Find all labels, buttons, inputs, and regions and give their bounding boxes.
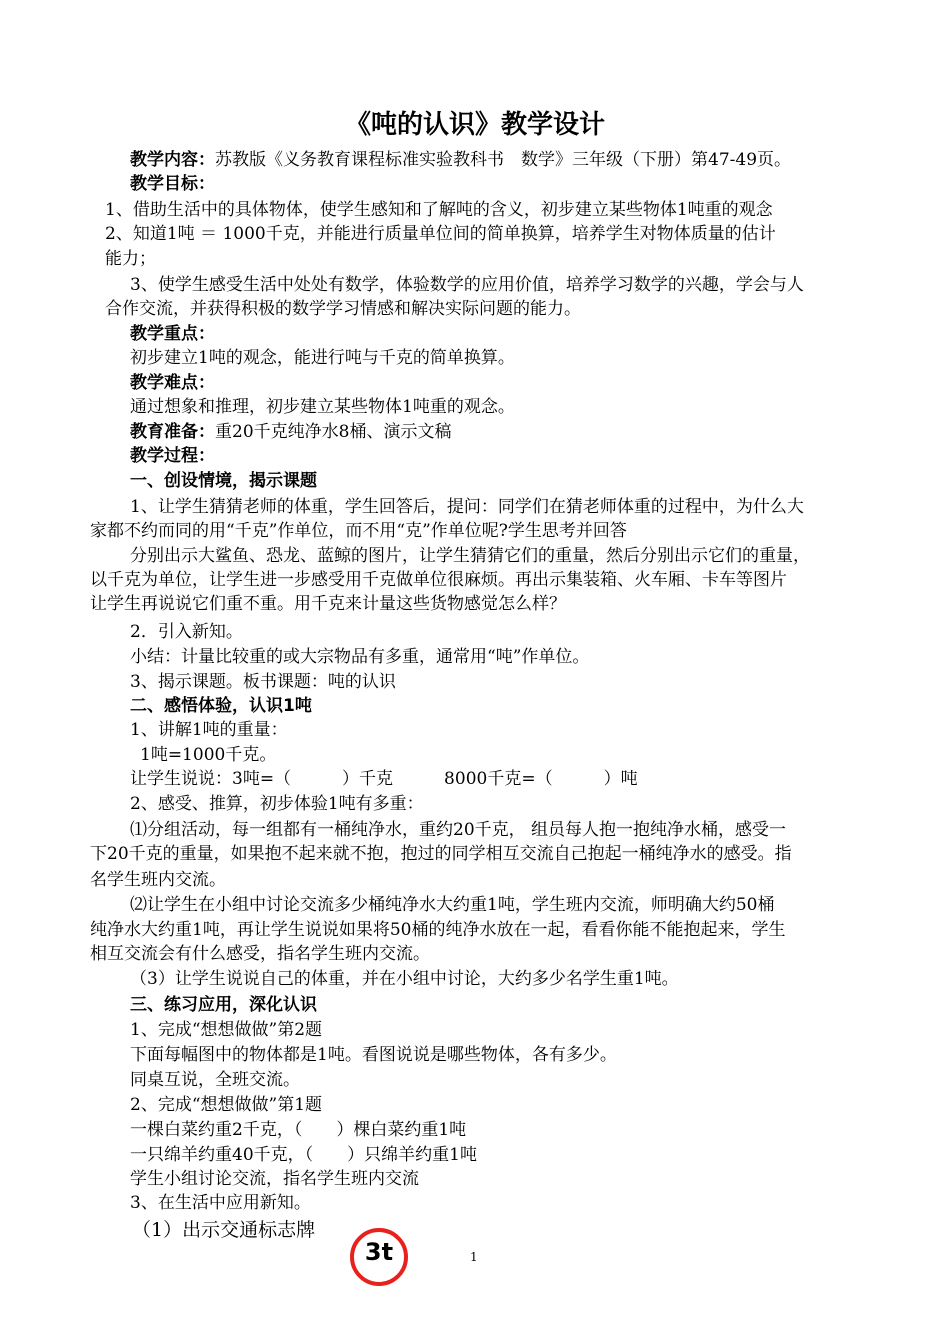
line-text: 学生小组讨论交流，指名学生班内交流 [130, 1169, 419, 1189]
line-text: 一棵白菜约重2千克，（ ）棵白菜约重1吨 [130, 1120, 467, 1140]
page-number: 1 [470, 1250, 478, 1264]
line-text: 初步建立1吨的观念，能进行吨与千克的简单换算。 [130, 348, 515, 368]
text-line [130, 1191, 311, 1215]
line-text: （1）出示交通标志牌 [132, 1219, 316, 1241]
text-line [132, 1218, 315, 1242]
text-line [130, 718, 288, 742]
line-text: 2、感受、推算，初步体验1吨有多重： [130, 794, 424, 814]
text-line [130, 1143, 477, 1167]
text-line [130, 1068, 300, 1092]
text-line [90, 868, 226, 892]
line-text: 通过想象和推理，初步建立某些物体1吨重的观念。 [130, 397, 515, 417]
text-line [140, 743, 276, 767]
line-text: 2、完成“想想做做”第1题 [130, 1095, 323, 1115]
line-text: 家都不约而同的用“千克”作单位，而不用“克”作单位呢?学生思考并回答 [90, 521, 627, 541]
text-line [130, 395, 515, 419]
line-text: 纯净水大约重1吨，再让学生说说如果将50桶的纯净水放在一起，看看你能不能抱起来，学生 [90, 920, 786, 940]
text-line [130, 420, 451, 444]
section-label: 教学难点： [130, 373, 215, 393]
text-line [130, 620, 243, 644]
section-label: 教学重点： [130, 324, 215, 344]
line-text: 让学生再说说它们重不重。用千克来计量这些货物感觉怎么样？ [90, 594, 566, 614]
line-text: 以千克为单位，让学生进一步感受用千克做单位很麻烦。再出示集装箱、火车厢、卡车等图片 [90, 570, 787, 590]
line-text: 3、在生活中应用新知。 [130, 1193, 311, 1213]
section-label: 教学目标： [130, 174, 215, 194]
text-line [90, 918, 785, 942]
text-line [130, 1043, 617, 1067]
text-line [105, 198, 773, 222]
line-text: 下20千克的重量，如果抱不起来就不抱，抱过的同学相互交流自己抱起一桶纯净水的感受。指 [90, 844, 792, 864]
text-line [130, 148, 791, 172]
text-line [130, 670, 396, 694]
text-line [130, 694, 312, 718]
line-text: 分别出示大鲨鱼、恐龙、蓝鲸的图片，让学生猜猜它们的重量，然后分别出示它们的重量， [130, 546, 810, 566]
text-line [130, 792, 424, 816]
text-line [130, 645, 589, 669]
line-text: 让学生说说：3吨=（ ）千克 8000千克=（ ）吨 [130, 769, 638, 789]
text-line [130, 1093, 322, 1117]
line-text: 1吨=1000千克。 [140, 745, 277, 765]
line-text: 一只绵羊约重40千克，（ ）只绵羊约重1吨 [130, 1145, 477, 1165]
section-label: 二、感悟体验，认识1吨 [130, 696, 312, 716]
text-line [130, 544, 810, 568]
line-text: 小结：计量比较重的或大宗物品有多重，通常用“吨”作单位。 [130, 647, 590, 667]
line-text: 重20千克纯净水8桶、演示文稿 [215, 422, 452, 442]
text-line [90, 842, 792, 866]
traffic-sign-icon [350, 1228, 408, 1286]
text-line [130, 444, 215, 468]
section-label: 一、创设情境，揭示课题 [130, 471, 317, 491]
section-label: 教育准备： [130, 422, 215, 442]
line-text: 同桌互说，全班交流。 [130, 1070, 300, 1090]
text-line [130, 993, 317, 1017]
text-line [90, 942, 430, 966]
line-text: 能力； [105, 249, 156, 269]
section-label: 三、练习应用，深化认识 [130, 995, 317, 1015]
text-line [90, 519, 627, 543]
line-text: 1、让学生猜猜老师的体重，学生回答后，提问：同学们在猜老师体重的过程中，为什么大 [130, 497, 804, 517]
text-line [130, 818, 786, 842]
text-line [130, 495, 804, 519]
text-line [130, 893, 774, 917]
line-text: 3、揭示课题。板书课题：吨的认识 [130, 672, 396, 692]
line-text: 苏教版《义务教育课程标准实验教科书 数学》三年级（下册）第47-49页。 [215, 150, 792, 170]
text-line [130, 767, 638, 791]
line-text: 名学生班内交流。 [90, 870, 226, 890]
text-line [130, 1118, 466, 1142]
text-line [130, 469, 317, 493]
text-line [130, 346, 515, 370]
line-text: ⑵让学生在小组中讨论交流多少桶纯净水大约重1吨，学生班内交流，师明确大约50桶 [130, 895, 775, 915]
text-line [130, 967, 679, 991]
text-line [130, 322, 215, 346]
line-text: 下面每幅图中的物体都是1吨。看图说说是哪些物体，各有多少。 [130, 1045, 617, 1065]
line-text: （3）让学生说说自己的体重，并在小组中讨论，大约多少名学生重1吨。 [130, 969, 679, 989]
line-text: 1、完成“想想做做”第2题 [130, 1020, 323, 1040]
line-text: 相互交流会有什么感受，指名学生班内交流。 [90, 944, 430, 964]
text-line [130, 172, 215, 196]
text-line [130, 1018, 322, 1042]
line-text: 1、借助生活中的具体物体，使学生感知和了解吨的含义，初步建立某些物体1吨重的观念 [105, 200, 773, 220]
line-text: 2．引入新知。 [130, 622, 243, 642]
line-text: 2、知道1吨 ＝ 1000千克，并能进行质量单位间的简单换算，培养学生对物体质量的估计 [105, 224, 776, 244]
section-label: 教学过程： [130, 446, 215, 466]
document-title: 《吨的认识》教学设计 [344, 110, 605, 140]
text-line [90, 592, 566, 616]
line-text: 1、讲解1吨的重量： [130, 720, 288, 740]
text-line [90, 568, 787, 592]
text-line [130, 273, 804, 297]
line-text: 3、使学生感受生活中处处有数学，体验数学的应用价值，培养学习数学的兴趣，学会与人 [130, 275, 804, 295]
line-text: ⑴分组活动，每一组都有一桶纯净水，重约20千克， 组员每人抱一抱纯净水桶，感受一 [130, 820, 787, 840]
text-line [105, 247, 156, 271]
text-line [105, 222, 776, 246]
text-line [130, 1167, 419, 1191]
section-label: 教学内容： [130, 150, 215, 170]
text-line [105, 297, 581, 321]
text-line [130, 371, 215, 395]
traffic-sign-text: 3t [364, 1238, 394, 1266]
line-text: 合作交流，并获得积极的数学学习情感和解决实际问题的能力。 [105, 299, 581, 319]
